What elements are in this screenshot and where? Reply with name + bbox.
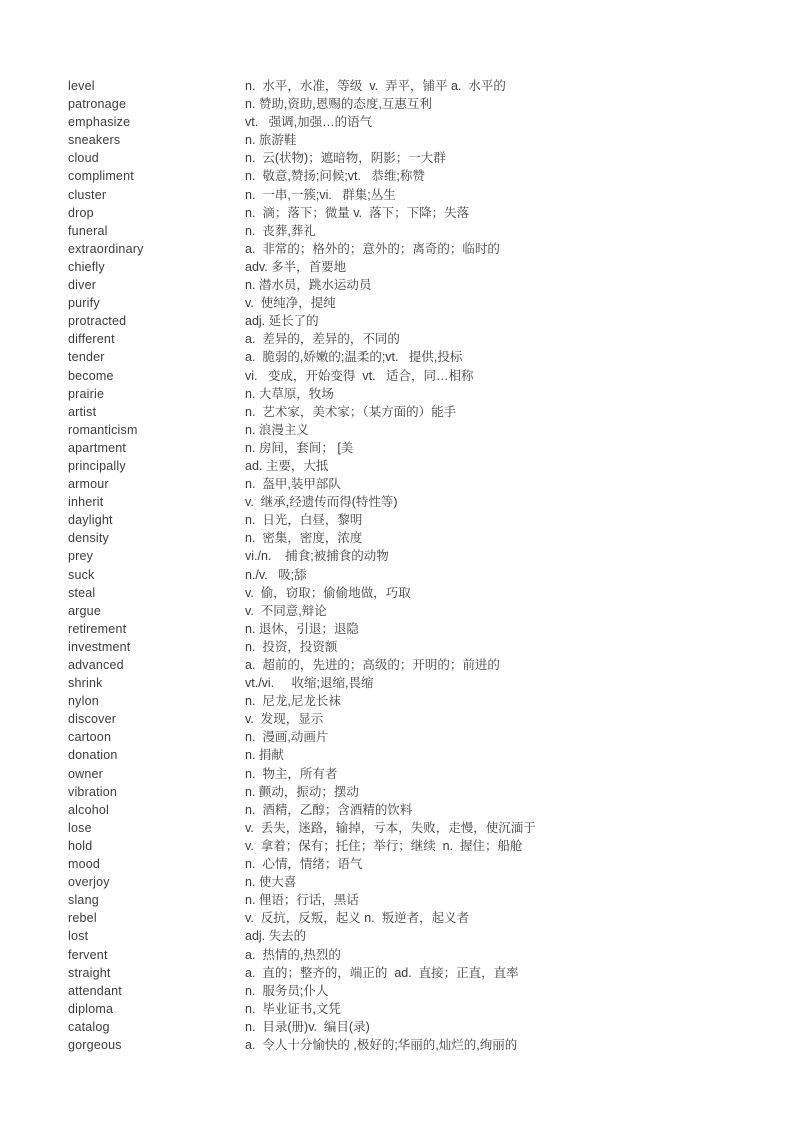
vocab-word: principally (68, 458, 126, 473)
vocab-definition: v. 丢失，迷路，输掉，亏本，失败，走慢，使沉湎于 (245, 820, 536, 835)
vocab-definition: n. 云(状物)；遮暗物，阴影；一大群 (245, 151, 446, 166)
vocab-word: different (68, 332, 115, 347)
vocab-definition: n. 日光，白昼，黎明 (245, 513, 363, 528)
vocab-word: cloud (68, 151, 99, 166)
vocab-word: rebel (68, 911, 97, 926)
vocab-definition: n. 投资，投资额 (245, 639, 338, 654)
vocab-word: investment (68, 639, 131, 654)
vocab-row (68, 873, 774, 891)
vocab-word: prey (68, 549, 94, 564)
vocab-word: cluster (68, 187, 107, 202)
vocab-word: tender (68, 350, 105, 365)
vocab-word: shrink (68, 676, 103, 691)
vocab-definition: n. 毕业证书,文凭 (245, 1001, 341, 1016)
vocab-row (68, 547, 774, 565)
vocab-row (68, 746, 774, 764)
vocab-word: patronage (68, 97, 127, 112)
vocab-row (68, 602, 774, 620)
vocab-word: fervent (68, 947, 108, 962)
vocab-row (68, 783, 774, 801)
vocab-definition: n./v. 吸;舔 (245, 567, 307, 582)
vocab-definition: n. 房间，套间； [美 (245, 440, 354, 455)
vocab-row (68, 475, 774, 493)
vocab-row (68, 1036, 774, 1054)
vocab-word: apartment (68, 440, 127, 455)
vocab-list (68, 77, 774, 1054)
vocab-row (68, 439, 774, 457)
vocab-row (68, 692, 774, 710)
vocab-row (68, 566, 774, 584)
vocab-definition: n. 尼龙,尼龙长袜 (245, 694, 341, 709)
vocab-definition: v. 拿着；保有；托住；举行；继续 n. 握住；船舱 (245, 838, 523, 853)
vocab-row (68, 819, 774, 837)
vocab-row (68, 167, 774, 185)
vocab-definition: n. 敬意,赞扬;问候;vt. 恭维;称赞 (245, 169, 425, 184)
vocab-word: purify (68, 296, 100, 311)
vocab-row (68, 204, 774, 222)
vocab-row (68, 330, 774, 348)
vocab-word: cartoon (68, 730, 112, 745)
vocab-definition: a. 差异的，差异的，不同的 (245, 332, 400, 347)
vocab-definition: n. 俚语；行话，黑话 (245, 893, 359, 908)
vocab-row (68, 186, 774, 204)
vocab-word: owner (68, 766, 104, 781)
vocab-definition: n. 漫画,动画片 (245, 730, 329, 745)
vocab-definition: n. 浪漫主义 (245, 422, 309, 437)
vocab-word: funeral (68, 223, 108, 238)
vocab-definition: n. 一串,一簇;vi. 群集;丛生 (245, 187, 396, 202)
vocab-definition: vi./n. 捕食;被捕食的动物 (245, 549, 389, 564)
vocab-word: straight (68, 965, 111, 980)
vocab-word: diploma (68, 1001, 114, 1016)
vocab-word: armour (68, 477, 109, 492)
vocab-definition: vt./vi. 收缩;退缩,畏缩 (245, 676, 374, 691)
vocab-definition: n. 艺术家，美术家；（某方面的）能手 (245, 404, 457, 419)
vocab-word: overjoy (68, 875, 110, 890)
vocab-word: sneakers (68, 133, 121, 148)
vocab-row (68, 421, 774, 439)
vocab-row (68, 276, 774, 294)
vocab-definition: v. 继承,经遗传而得(特性等) (245, 495, 398, 510)
vocab-row (68, 927, 774, 945)
vocab-word: vibration (68, 784, 118, 799)
vocab-word: become (68, 368, 114, 383)
vocab-definition: a. 热情的,热烈的 (245, 947, 341, 962)
vocab-row (68, 294, 774, 312)
vocab-word: alcohol (68, 802, 110, 817)
vocab-row (68, 982, 774, 1000)
vocab-word: compliment (68, 169, 134, 184)
vocab-row (68, 1000, 774, 1018)
vocab-row (68, 222, 774, 240)
vocab-definition: v. 发现，显示 (245, 712, 324, 727)
vocab-definition: n. 盔甲,装甲部队 (245, 477, 341, 492)
vocab-word: donation (68, 748, 118, 763)
vocab-row (68, 131, 774, 149)
vocab-row (68, 638, 774, 656)
vocab-row (68, 946, 774, 964)
vocab-definition: n. 潜水员，跳水运动员 (245, 278, 372, 293)
vocab-word: mood (68, 857, 101, 872)
vocab-row (68, 529, 774, 547)
vocab-row (68, 620, 774, 638)
vocab-row (68, 1018, 774, 1036)
vocab-word: extraordinary (68, 241, 144, 256)
vocab-definition: n. 服务员;仆人 (245, 983, 329, 998)
vocab-word: emphasize (68, 115, 131, 130)
vocab-definition: a. 超前的，先进的；高级的；开明的；前进的 (245, 658, 500, 672)
vocab-row (68, 113, 774, 131)
vocab-word: lost (68, 929, 89, 944)
vocab-word: discover (68, 712, 117, 727)
vocab-definition: a. 令人十分愉快的 ,极好的;华丽的,灿烂的,绚丽的 (245, 1037, 518, 1052)
vocab-definition: v. 使纯净，提纯 (245, 296, 336, 311)
vocab-definition: n. 退休，引退；退隐 (245, 621, 359, 636)
vocab-word: gorgeous (68, 1037, 122, 1052)
vocab-definition: adj. 失去的 (245, 929, 307, 944)
vocab-definition: n. 心情，情绪；语气 (245, 857, 363, 872)
vocab-row (68, 312, 774, 330)
vocab-word: romanticism (68, 422, 138, 437)
vocab-row (68, 77, 774, 95)
vocab-word: lose (68, 820, 92, 835)
vocab-definition: n. 赞助,资助,恩赐的态度,互惠互利 (245, 97, 432, 112)
vocab-row (68, 95, 774, 113)
vocab-definition: vt. 强调,加强…的语气 (245, 115, 373, 130)
vocab-row (68, 385, 774, 403)
vocab-definition: n. 酒精，乙醇；含酒精的饮料 (245, 802, 413, 817)
vocab-row (68, 855, 774, 873)
vocab-word: artist (68, 404, 97, 419)
vocab-word: inherit (68, 495, 104, 510)
vocab-row (68, 403, 774, 421)
vocab-row (68, 891, 774, 909)
vocab-definition: adv. 多半，首要地 (245, 259, 347, 274)
vocab-word: protracted (68, 314, 127, 329)
vocab-definition: n. 颤动，振动；摆动 (245, 784, 359, 799)
vocab-row (68, 493, 774, 511)
vocab-word: argue (68, 603, 101, 618)
vocab-row (68, 728, 774, 746)
vocab-definition: n. 捐献 (245, 748, 284, 763)
vocab-row (68, 656, 774, 674)
vocab-word: diver (68, 278, 97, 293)
vocab-row (68, 457, 774, 475)
vocab-definition: n. 旅游鞋 (245, 133, 297, 148)
vocab-definition: ad. 主要，大抵 (245, 458, 329, 473)
vocab-row (68, 674, 774, 692)
vocab-word: catalog (68, 1019, 110, 1034)
vocab-word: attendant (68, 983, 122, 998)
vocab-row (68, 240, 774, 258)
vocab-definition: a. 脆弱的,娇嫩的;温柔的;vt. 提供,投标 (245, 350, 463, 365)
vocab-row (68, 801, 774, 819)
vocab-definition: n. 大草原，牧场 (245, 386, 334, 401)
vocab-row (68, 348, 774, 366)
vocab-definition: v. 反抗，反叛，起义 n. 叛逆者，起义者 (245, 911, 470, 926)
vocab-row (68, 149, 774, 167)
vocab-word: suck (68, 567, 95, 582)
vocab-word: density (68, 531, 110, 546)
vocab-definition: n. 密集，密度，浓度 (245, 531, 363, 546)
vocab-row (68, 710, 774, 728)
vocab-word: prairie (68, 386, 105, 401)
vocab-word: slang (68, 893, 99, 908)
vocab-definition: n. 物主，所有者 (245, 766, 338, 781)
vocab-definition: n. 丧葬,葬礼 (245, 223, 316, 238)
vocab-word: level (68, 79, 95, 93)
vocab-row (68, 964, 774, 982)
vocab-row (68, 837, 774, 855)
vocab-row (68, 258, 774, 276)
vocab-definition: v. 不同意,辩论 (245, 603, 327, 618)
vocab-definition: n. 使大喜 (245, 875, 297, 890)
vocab-word: hold (68, 838, 93, 853)
vocab-row (68, 765, 774, 783)
vocab-definition: n. 目录(册)v. 编目(录) (245, 1019, 370, 1034)
vocab-definition: n. 滴；落下；微量 v. 落下；下降；失落 (245, 205, 470, 220)
vocab-definition: v. 偷，窃取；偷偷地做，巧取 (245, 585, 411, 600)
vocab-word: chiefly (68, 259, 105, 274)
vocab-row (68, 367, 774, 385)
vocab-definition: vi. 变成，开始变得 vt. 适合，同…相称 (245, 368, 474, 383)
vocab-definition: a. 非常的；格外的；意外的；离奇的；临时的 (245, 241, 500, 256)
vocab-word: advanced (68, 658, 124, 672)
vocab-definition: adj. 延长了的 (245, 314, 319, 329)
vocab-row (68, 909, 774, 927)
vocab-definition: a. 直的；整齐的，端正的 ad. 直接；正直，直率 (245, 965, 519, 980)
vocab-word: daylight (68, 513, 113, 528)
vocab-word: drop (68, 205, 94, 220)
vocab-word: steal (68, 585, 96, 600)
vocab-row (68, 584, 774, 602)
vocab-word: nylon (68, 694, 99, 709)
vocab-word: retirement (68, 621, 127, 636)
vocab-row (68, 511, 774, 529)
vocab-definition: n. 水平，水准，等级 v. 弄平，铺平 a. 水平的 (245, 79, 506, 93)
